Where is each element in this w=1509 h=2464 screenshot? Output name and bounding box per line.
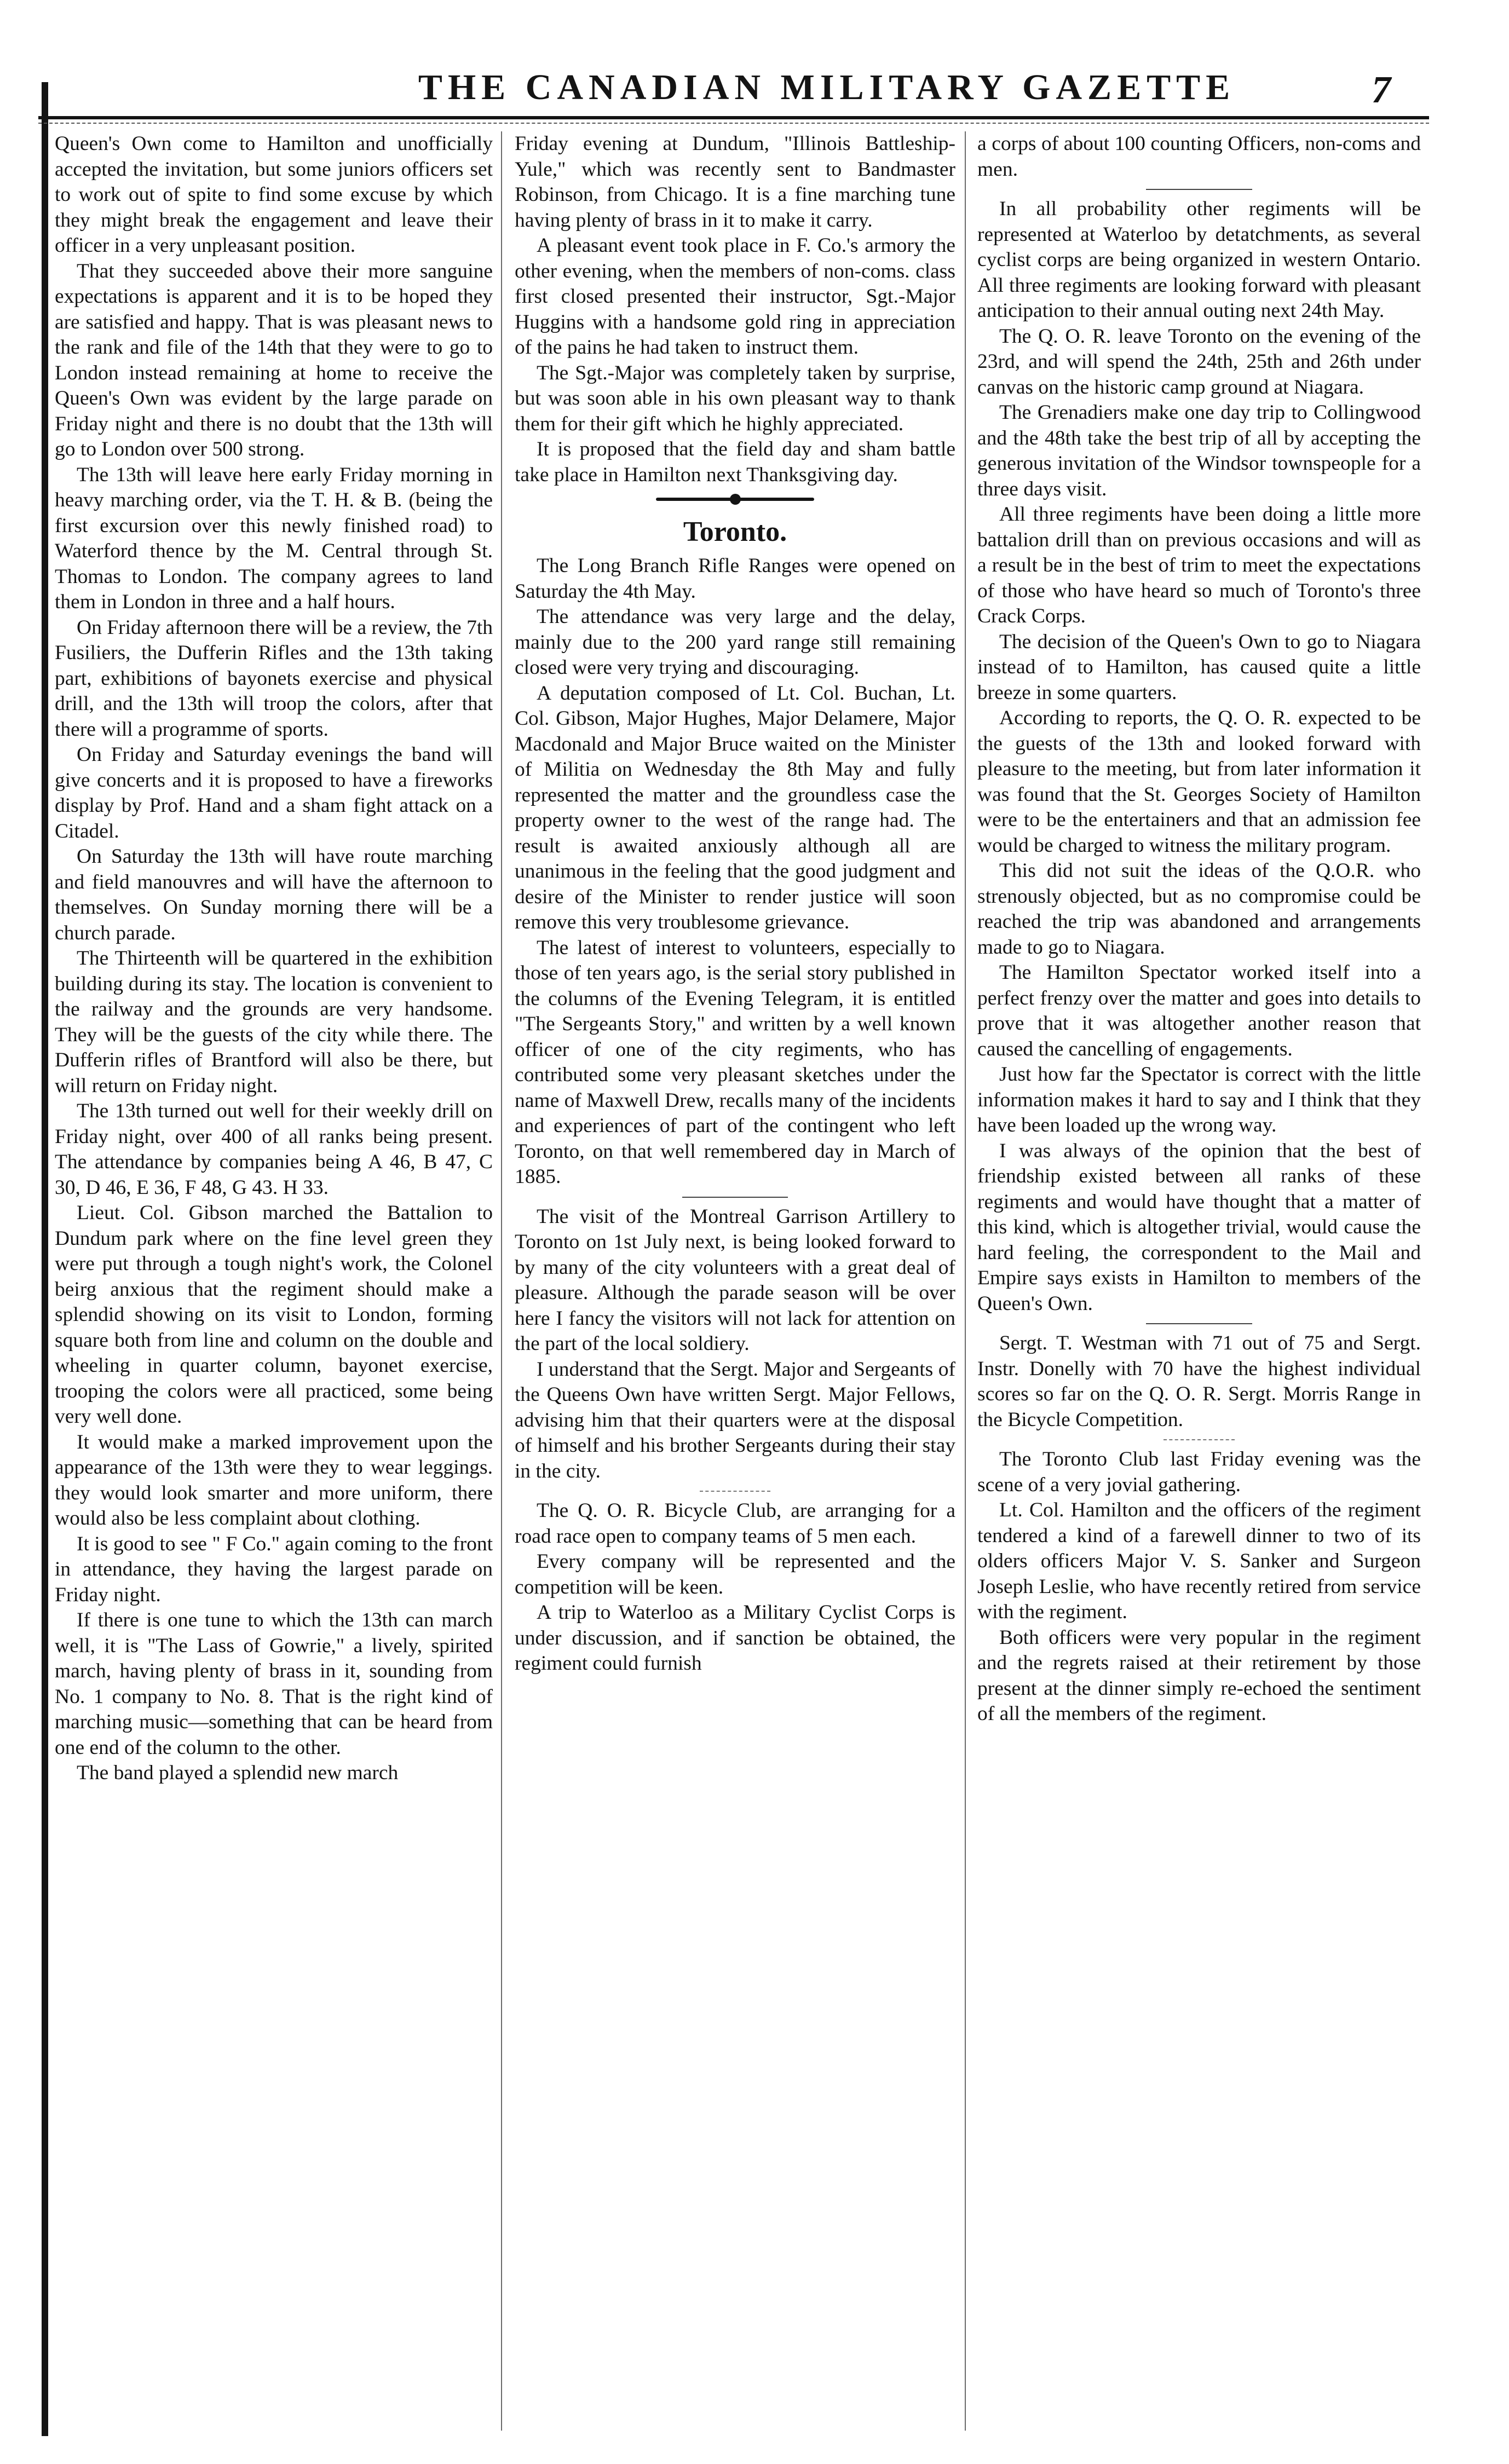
- article-paragraph: Just how far the Spectator is correct with the little information makes it hard to say and I think that they have been loaded up the wrong way.: [977, 1063, 1421, 1136]
- article-paragraph: The band played a splendid new march: [77, 1762, 399, 1784]
- article-paragraph: The Hamilton Spectator worked itself into a perfect frenzy over the matter and goes into details to prove that it was altogether another reason that caused the cancelling of engagements.: [977, 961, 1421, 1060]
- article-paragraph: On Saturday the 13th will have route marching and field manouvres and will have the afternoon to themselves. On Sunday morning there will be a church parade.: [55, 845, 493, 944]
- article-paragraph: It would make a marked improvement upon the appearance of the 13th were they to wear leggings. they would look smarter and more uniform, there would also be less complaint about clothing.: [55, 1430, 493, 1530]
- article-paragraph: The attendance was very large and the delay, mainly due to the 200 yard range still remaining closed were very trying and discouraging.: [515, 605, 955, 679]
- article-paragraph: The Thirteenth will be quartered in the exhibition building during its stay. The location is convenient to the railway and the grounds are very handsome. They will be the guests of the city while there. The Dufferin rifles of Brantford will also be there, but will return on Friday night.: [55, 947, 493, 1097]
- article-paragraph: The Q. O. R. leave Toronto on the evening of the 23rd, and will spend the 24th, 25th and 26th under canvas on the historic camp ground at Niagara.: [977, 325, 1421, 399]
- paragraph-separator: [977, 1317, 1421, 1331]
- article-paragraph: This did not suit the ideas of the Q.O.R. who strenously objected, but as no compromise could be reached the trip was abandoned and arrangements made to go to Niagara.: [977, 859, 1421, 959]
- article-paragraph: The 13th turned out well for their weekly drill on Friday night, over 400 of all ranks being present. The attendance by companies being A 46, B 47, C 30, D 46, E 36, F 48, G 43. H 33.: [55, 1100, 493, 1199]
- article-paragraph: On Friday afternoon there will be a review, the 7th Fusiliers, the Dufferin Rifles and the 13th taking part, exhibitions of bayonets exercise and physical drill, and the 13th will troop the colors, after that there will a programme of sports.: [55, 616, 493, 741]
- article-paragraph: Queen's Own come to Hamilton and unofficially accepted the invitation, but some juniors officers set to work out of spite to find some excuse by which they might break the engagement and leave their officer in a very unpleasant position.: [55, 132, 493, 257]
- paragraph-separator: [977, 1433, 1421, 1447]
- article-paragraph: It is proposed that the field day and sham battle take place in Hamilton next Thanksgiving day.: [515, 438, 955, 486]
- article-paragraph: The Sgt.-Major was completely taken by surprise, but was soon able in his own pleasant way to thank them for their gift which he highly appreciated.: [515, 361, 955, 435]
- article-paragraph: It is good to see " F Co." again coming to the front in attendance, they having the largest parade on Friday night.: [55, 1532, 493, 1606]
- article-paragraph: Lt. Col. Hamilton and the officers of the regiment tendered a kind of a farewell dinner to two of its olders officers Major V. S. Sanker and Surgeon Joseph Leslie, who have recently retired from service with the regiment.: [977, 1499, 1421, 1623]
- section-heading-toronto: Toronto.: [683, 516, 787, 547]
- section-ornament: [515, 488, 955, 512]
- article-paragraph: In all probability other regiments will be represented at Waterloo by detatchments, as several cyclist corps are being organized in western Ontario. All three regiments are looking forward with pleasant anticipation to their annual outing next 24th May.: [977, 198, 1421, 322]
- column-divider-2: [965, 131, 966, 2431]
- article-paragraph: The Grenadiers make one day trip to Collingwood and the 48th take the best trip of all by accepting the generous invitation of the Windsor townspeople for a three days visit.: [977, 401, 1421, 500]
- article-paragraph: I was always of the opinion that the best of friendship existed between all ranks of these regiments and would have thought that a matter of this kind, which is altogether trivial, would cause the hard feeling, the correspondent to the Mail and Empire says exists in Hamilton to members of the Queen's Own.: [977, 1139, 1421, 1315]
- article-paragraph: A trip to Waterloo as a Military Cyclist Corps is under discussion, and if sanction be obtained, the regiment could furnish: [515, 1601, 955, 1675]
- article-paragraph: a corps of about 100 counting Officers, non-coms and men.: [977, 132, 1421, 181]
- header-rule-dashed: [38, 123, 1429, 124]
- article-paragraph: Lieut. Col. Gibson marched the Battalion to Dundum park where on the fine level green they were put through a tough night's work, the Colonel beirg anxious that the regiment should make a splendid showing on its visit to London, forming square both from line and column on the double and wheeling in quarter column, bayonet exercise, trooping the colors were all practiced, some being very well done.: [55, 1202, 493, 1428]
- article-paragraph: The visit of the Montreal Garrison Artillery to Toronto on 1st July next, is being looked forward to by many of the city volunteers with a great deal of pleasure. Although the parade season will be over here I fancy the visitors will not lack for attention on the part of the local soldiery.: [515, 1205, 955, 1355]
- article-paragraph: Every company will be represented and the competition will be keen.: [515, 1550, 955, 1599]
- column-1: [55, 131, 493, 2453]
- page-number: 7: [1372, 69, 1391, 111]
- article-paragraph: According to reports, the Q. O. R. expected to be the guests of the 13th and looked forward with pleasure to the meeting, but from later information it was found that the St. Georges Society of Hamilton were to be the entertainers and that an admission fee would be charged to witness the military program.: [977, 707, 1421, 857]
- article-paragraph: All three regiments have been doing a little more battalion drill than on previous occasions and will as a result be in the best of trim to meet the expectations of those who have heard so much of Toronto's three Crack Corps.: [977, 503, 1421, 627]
- article-paragraph: That they succeeded above their more sanguine expectations is apparent and it is to be hoped they are satisfied and happy. That is was pleasant news to the rank and file of the 14th that they were to go to London instead remaining at home to receive the Queen's Own was evident by the large parade on Friday night and there is no doubt that the 13th will go to London over 500 strong.: [55, 259, 493, 460]
- header-rule: [38, 116, 1429, 119]
- paragraph-separator: [977, 182, 1421, 197]
- article-paragraph: Both officers were very popular in the regiment and the regrets raised at their retirement by those present at the dinner simply re-echoed the sentiment of all the members of the regiment.: [977, 1626, 1421, 1725]
- article-paragraph: The Long Branch Rifle Ranges were opened on Saturday the 4th May.: [515, 555, 955, 603]
- left-margin-bar: [42, 82, 48, 2436]
- article-paragraph: The Q. O. R. Bicycle Club, are arranging for a road race open to company teams of 5 men each.: [515, 1499, 955, 1548]
- masthead: THE CANADIAN MILITARY GAZETTE: [418, 67, 1236, 107]
- paragraph-separator: [515, 1190, 955, 1204]
- column-divider-1: [501, 131, 502, 2431]
- article-paragraph: On Friday and Saturday evenings the band will give concerts and it is proposed to have a fireworks display by Prof. Hand and a sham fight attack on a Citadel.: [55, 743, 493, 843]
- column-3: [977, 131, 1421, 2453]
- paragraph-separator: [515, 1484, 955, 1498]
- article-paragraph: Sergt. T. Westman with 71 out of 75 and Sergt. Instr. Donelly with 70 have the highest individual scores so far on the Q. O. R. Sergt. Morris Range in the Bicycle Competition.: [977, 1332, 1421, 1431]
- column-2: [515, 131, 955, 2453]
- article-paragraph: A deputation composed of Lt. Col. Buchan, Lt. Col. Gibson, Major Hughes, Major Delamere, Major Macdonald and Major Bruce waited on the Minister of Militia on Wednesday the 8th May and fully represented the matter and the groundless case the property owner to the west of the range had. The result is awaited anxiously although all are unanimous in the feeling that the good judgment and desire of the Minister to render justice will soon remove this very troublesome grievance.: [515, 682, 955, 933]
- article-paragraph: I understand that the Sergt. Major and Sergeants of the Queens Own have written Sergt. Major Fellows, advising him that their quarters were at the disposal of himself and his brother Sergeants during their stay in the city.: [515, 1358, 955, 1482]
- article-paragraph: The 13th will leave here early Friday morning in heavy marching order, via the T. H. & B. (being the first excursion over this newly finished road) to Waterford thence by the M. Central through St. Thomas to London. The company agrees to land them in London in three and a half hours.: [55, 463, 493, 613]
- article-paragraph: A pleasant event took place in F. Co.'s armory the other evening, when the members of non-coms. class first closed presented their instructor, Sgt.-Major Huggins with a handsome gold ring in appreciation of the pains he had taken to instruct them.: [515, 234, 955, 359]
- article-paragraph: If there is one tune to which the 13th can march well, it is "The Lass of Gowrie," a lively, spirited march, having plenty of brass in it, sounding from No. 1 company to No. 8. That is the right kind of marching music—something that can be heard from one end of the column to the other.: [55, 1609, 493, 1759]
- article-paragraph: The decision of the Queen's Own to go to Niagara instead of to Hamilton, has caused quite a little breeze in some quarters.: [977, 630, 1421, 704]
- article-paragraph: The latest of interest to volunteers, especially to those of ten years ago, is the serial story published in the columns of the Evening Telegram, it is entitled "The Sergeants Story," and written by a well known officer of one of the city regiments, who has contributed some very pleasant sketches under the name of Maxwell Drew, recalls many of the incidents and experiences of part of the contingent who left Toronto, on that well remembered day in March of 1885.: [515, 936, 955, 1188]
- article-paragraph: The Toronto Club last Friday evening was the scene of a very jovial gathering.: [977, 1448, 1421, 1496]
- article-paragraph: Friday evening at Dundum, "Illinois Battleship-Yule," which was recently sent to Bandmaster Robinson, from Chicago. It is a fine marching tune having plenty of brass in it to make it carry.: [515, 132, 955, 232]
